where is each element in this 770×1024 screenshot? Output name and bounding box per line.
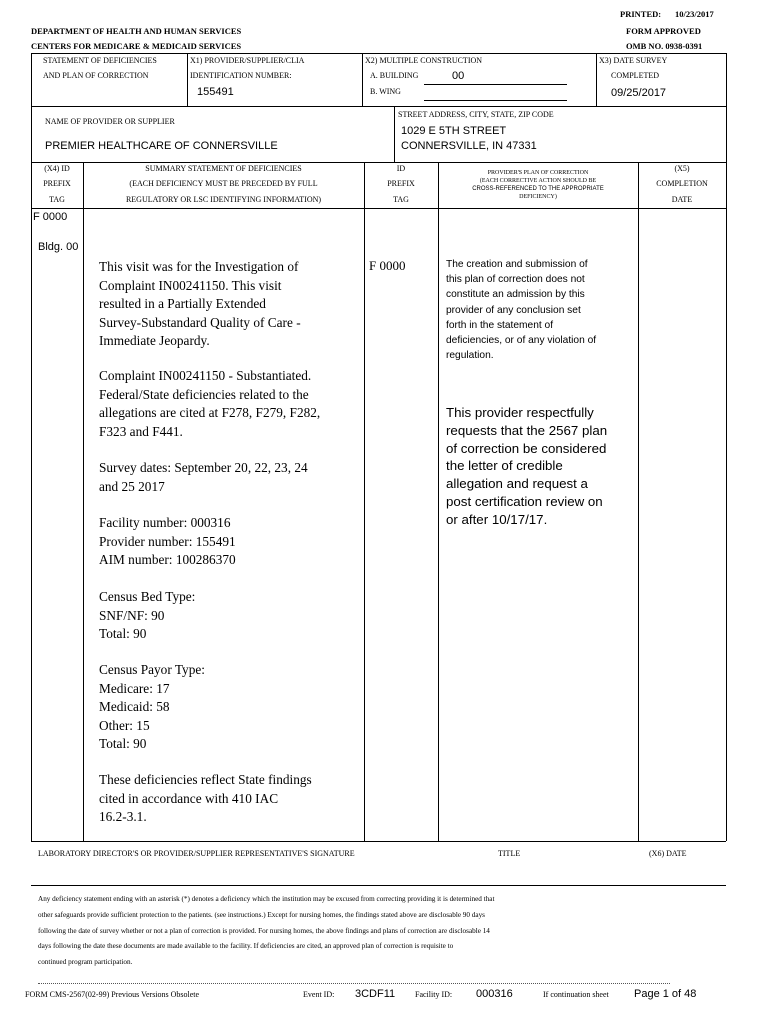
address-line1: 1029 E 5TH STREET: [401, 125, 507, 137]
wing-label: B. WING: [370, 87, 401, 96]
id-label-line3: TAG: [393, 195, 409, 204]
x5-label-line3: DATE: [671, 195, 693, 204]
centers-title: CENTERS FOR MEDICARE & MEDICAID SERVICES: [31, 41, 242, 51]
survey-date-value: 09/25/2017: [611, 87, 667, 99]
facility-id-label: Facility ID:: [415, 990, 453, 999]
x3-label-line2: COMPLETED: [611, 71, 659, 80]
paragraph-census-payor: Census Payor Type: Medicare: 17 Medicaid: 58 Other: 15 Total: 90: [99, 662, 205, 752]
id-label-line2: PREFIX: [387, 179, 415, 188]
event-id-label: Event ID:: [303, 990, 335, 999]
id-label-line1: ID: [396, 164, 406, 173]
paragraph-state-findings: These deficiencies reflect State findings cited in accordance with 410 IAC 16.2-3.1.: [99, 772, 312, 825]
paragraph-visit-intro: This visit was for the Investigation of Complaint IN00241150. This visit resulted in a Partially Extended Survey-Substandard Quality of Care - Immediate Jeopardy.: [99, 259, 301, 349]
provider-name-value: PREMIER HEALTHCARE OF CONNERSVILLE: [45, 140, 278, 152]
department-title: DEPARTMENT OF HEALTH AND HUMAN SERVICES: [31, 26, 242, 36]
statement-label-line2: AND PLAN OF CORRECTION: [43, 71, 149, 80]
x4-label-line2: PREFIX: [43, 179, 71, 188]
x4-label-line1: (X4) ID: [44, 164, 70, 173]
paragraph-census-bed: Census Bed Type: SNF/NF: 90 Total: 90: [99, 589, 196, 642]
plan-label-line4: DEFICIENCY): [519, 194, 557, 200]
paragraph-facility-numbers: Facility number: 000316 Provider number: 155491 AIM number: 100286370: [99, 515, 236, 568]
x1-label-line2: IDENTIFICATION NUMBER:: [190, 71, 292, 80]
summary-label-line3: REGULATORY OR LSC IDENTIFYING INFORMATION): [125, 195, 322, 204]
signature-label: LABORATORY DIRECTOR'S OR PROVIDER/SUPPLIER REPRESENTATIVE'S SIGNATURE: [38, 849, 355, 858]
disclaimer-line4: days following the date these documents are made available to the facility. If deficiencies are cited, an approved plan of correction is requisite to: [38, 942, 454, 950]
form-approved: FORM APPROVED: [626, 26, 701, 36]
building-value: 00: [452, 70, 465, 82]
disclaimer-line2: other safeguards provide sufficient protection to the patients. (see instructions.) Except for nursing homes, the findings stated above are disclosable 90 days: [38, 911, 485, 919]
statement-label-line1: STATEMENT OF DEFICIENCIES: [43, 56, 157, 65]
form-number: FORM CMS-2567(02-99) Previous Versions Obsolete: [25, 990, 200, 999]
building-label: A. BUILDING: [370, 71, 419, 80]
paragraph-complaint: Complaint IN00241150 - Substantiated. Federal/State deficiencies related to the allegations are cited at F278, F279, F282, F323 and F441.: [99, 368, 321, 439]
address-label: STREET ADDRESS, CITY, STATE, ZIP CODE: [398, 110, 554, 119]
plan-disclaimer: The creation and submission of this plan of correction does not constitute an admission by this provider of any conclusion set forth in the statement of deficiencies, or of any violation of regulation.: [446, 259, 597, 362]
building-tag: Bldg. 00: [38, 241, 79, 253]
date-label: (X6) DATE: [649, 849, 687, 858]
summary-label-line2: (EACH DEFICIENCY MUST BE PRECEDED BY FULL: [129, 179, 318, 188]
continuation-label: If continuation sheet: [543, 990, 609, 999]
left-tag: F 0000: [33, 211, 68, 223]
right-tag: F 0000: [369, 258, 406, 273]
provider-id-value: 155491: [197, 86, 234, 98]
x2-label: X2) MULTIPLE CONSTRUCTION: [365, 56, 483, 65]
disclaimer-line1: Any deficiency statement ending with an asterisk (*) denotes a deficiency which the institution may be excused from correcting providing it is determined that: [38, 895, 495, 903]
x1-label-line1: X1) PROVIDER/SUPPLIER/CLIA: [190, 56, 305, 65]
plan-request: This provider respectfully requests that the 2567 plan of correction be considered the letter of credible allegation and request a post certification review on or after 10/17/17.: [446, 405, 608, 527]
disclaimer-line3: following the date of survey whether or not a plan of correction is provided. For nursing homes, the above findings and plans of correction are disclosable 14: [38, 927, 490, 935]
x4-label-line3: TAG: [49, 195, 65, 204]
plan-label-line2: (EACH CORRECTIVE ACTION SHOULD BE: [479, 178, 597, 184]
facility-id-value: 000316: [476, 988, 513, 1000]
omb-number: OMB NO. 0938-0391: [626, 41, 703, 51]
paragraph-survey-dates: Survey dates: September 20, 22, 23, 24 and 25 2017: [99, 460, 308, 494]
plan-label-line1: PROVIDER'S PLAN OF CORRECTION: [487, 170, 589, 176]
summary-label-line1: SUMMARY STATEMENT OF DEFICIENCIES: [145, 164, 302, 173]
x3-label-line1: X3) DATE SURVEY: [599, 56, 668, 65]
page-number: Page 1 of 48: [634, 988, 697, 1000]
provider-name-label: NAME OF PROVIDER OR SUPPLIER: [45, 117, 175, 126]
disclaimer-line5: continued program participation.: [38, 958, 133, 966]
printed-date: 10/23/2017: [675, 9, 714, 19]
title-label: TITLE: [498, 849, 521, 858]
plan-label-line3: CROSS-REFERENCED TO THE APPROPRIATE: [472, 186, 604, 192]
printed-label: PRINTED:: [620, 9, 662, 19]
address-line2: CONNERSVILLE, IN 47331: [401, 140, 537, 152]
event-id-value: 3CDF11: [355, 988, 396, 1000]
x5-label-line2: COMPLETION: [656, 179, 708, 188]
x5-label-line1: (X5): [674, 164, 690, 173]
